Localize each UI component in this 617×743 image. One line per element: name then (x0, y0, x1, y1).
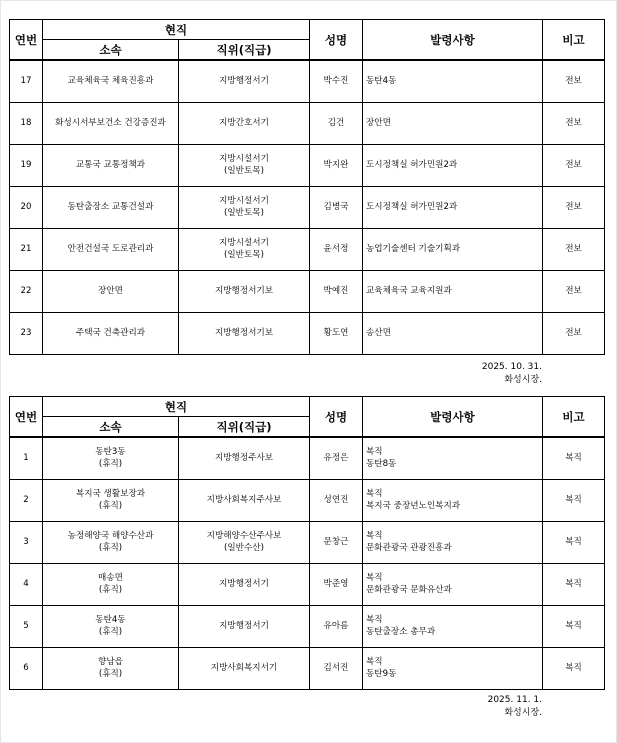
cell-line: 문화관광국 문화유산과 (366, 585, 452, 595)
cell-note: 복직 (543, 563, 605, 605)
cell-name: 김병국 (310, 186, 363, 228)
header-order: 발령사항 (363, 20, 543, 61)
cell-no: 21 (10, 228, 43, 270)
cell-order (363, 60, 543, 102)
cell-order (363, 437, 543, 479)
table-row (10, 60, 605, 102)
cell-no: 20 (10, 186, 43, 228)
table-row (10, 270, 605, 312)
cell-note: 복직 (543, 605, 605, 647)
cell-line: 지방간호서기 (219, 118, 269, 128)
header-position: 직위(직급) (179, 417, 310, 438)
cell-dept (43, 270, 179, 312)
cell-line: 동탄9동 (366, 669, 397, 679)
cell-line: 지방행정주사보 (214, 453, 274, 464)
cell-no: 6 (10, 647, 43, 689)
cell-dept (43, 102, 179, 144)
cell-line: 지방행정서기보 (214, 328, 274, 338)
cell-line: 문화관광국 관광진흥과 (366, 543, 452, 553)
table-row (10, 186, 605, 228)
cell-name: 박지완 (310, 144, 363, 186)
header-note: 비고 (543, 397, 605, 438)
table-row (10, 563, 605, 605)
cell-line: (일반토목) (224, 250, 264, 260)
cell-line: 도시정책실 허가민원2과 (366, 202, 458, 212)
cell-line: 복직 (366, 447, 383, 458)
cell-position (179, 60, 310, 102)
cell-line: 복직 (366, 489, 383, 499)
table-row (10, 312, 605, 354)
table-row (10, 479, 605, 521)
cell-line: 교육체육국 교육지원과 (366, 286, 452, 296)
cell-line: 지방행정서기 (219, 76, 269, 87)
cell-line: 지방행정서기보 (214, 286, 274, 296)
table-row (10, 144, 605, 186)
cell-position (179, 186, 310, 228)
cell-line: (일반토목) (224, 166, 264, 176)
cell-line: 농업기술센터 기술기획과 (366, 244, 461, 254)
header-current: 현직 (43, 20, 310, 40)
cell-dept (43, 563, 179, 605)
cell-line: 지방행정서기 (219, 621, 269, 631)
signer: 화성시장. (504, 708, 542, 718)
header-no: 연번 (10, 397, 43, 438)
cell-position (179, 605, 310, 647)
cell-order (363, 312, 543, 354)
cell-dept (43, 437, 179, 479)
cell-note: 전보 (543, 60, 605, 102)
cell-line: 매송면 (98, 573, 123, 583)
cell-line: 동탄3동 (95, 447, 126, 458)
cell-name: 황도연 (310, 312, 363, 354)
cell-line: 교통국 교통정책과 (75, 160, 146, 170)
cell-note: 전보 (543, 144, 605, 186)
cell-position (179, 437, 310, 479)
header-current: 현직 (43, 397, 310, 417)
cell-name: 유아름 (310, 605, 363, 647)
cell-line: 지방시설서기 (219, 238, 269, 248)
cell-line: 지방시설서기 (219, 196, 269, 206)
cell-name: 김서진 (310, 647, 363, 689)
cell-no: 3 (10, 521, 43, 563)
cell-note: 복직 (543, 647, 605, 689)
cell-name: 유정은 (310, 437, 363, 479)
cell-position (179, 102, 310, 144)
cell-line: 농정해양국 해양수산과 (67, 531, 154, 541)
cell-name: 문창근 (310, 521, 363, 563)
cell-note: 전보 (543, 312, 605, 354)
cell-position (179, 647, 310, 689)
cell-line: (휴직) (98, 627, 123, 637)
cell-order (363, 479, 543, 521)
cell-position (179, 563, 310, 605)
issue-date: 2025. 10. 31. (481, 362, 542, 372)
cell-name: 윤서정 (310, 228, 363, 270)
cell-dept (43, 144, 179, 186)
cell-no: 1 (10, 437, 43, 479)
cell-no: 5 (10, 605, 43, 647)
personnel-table-reinstatement (9, 396, 605, 690)
cell-name: 김건 (310, 102, 363, 144)
cell-line: (휴직) (98, 669, 123, 679)
header-no: 연번 (10, 20, 43, 61)
cell-dept (43, 60, 179, 102)
signature-block-2 (488, 694, 542, 720)
cell-name: 박예진 (310, 270, 363, 312)
signer: 화성시장. (504, 375, 542, 385)
cell-name: 박수진 (310, 60, 363, 102)
cell-dept (43, 312, 179, 354)
table-row (10, 437, 605, 479)
table-body (10, 437, 605, 689)
cell-line: 동탄4동 (95, 615, 126, 625)
table-row (10, 521, 605, 563)
cell-position (179, 479, 310, 521)
cell-order (363, 647, 543, 689)
cell-dept (43, 521, 179, 563)
cell-position (179, 144, 310, 186)
cell-order (363, 563, 543, 605)
cell-name: 성연진 (310, 479, 363, 521)
cell-line: 장안면 (98, 286, 123, 296)
cell-note: 복직 (543, 521, 605, 563)
issue-date: 2025. 11. 1. (487, 695, 542, 705)
cell-line: 동탄출장소 총무과 (366, 627, 436, 637)
cell-line: 안전건설국 도로관리과 (67, 244, 154, 254)
cell-no: 4 (10, 563, 43, 605)
cell-line: 향남읍 (98, 657, 123, 667)
cell-line: 교육체육국 체육진흥과 (67, 76, 154, 87)
cell-line: 복지국 생활보장과 (75, 489, 146, 499)
cell-note: 전보 (543, 270, 605, 312)
header-dept: 소속 (43, 417, 179, 438)
cell-line: (휴직) (98, 459, 123, 470)
cell-position (179, 228, 310, 270)
cell-note: 전보 (543, 102, 605, 144)
cell-no: 22 (10, 270, 43, 312)
cell-no: 23 (10, 312, 43, 354)
cell-name: 박준영 (310, 563, 363, 605)
cell-line: 동탄출장소 교통건설과 (67, 202, 154, 212)
cell-no: 19 (10, 144, 43, 186)
cell-line: 복직 (366, 573, 383, 583)
cell-position (179, 521, 310, 563)
cell-dept (43, 186, 179, 228)
cell-line: (휴직) (98, 585, 123, 595)
cell-order (363, 102, 543, 144)
header-dept: 소속 (43, 40, 179, 61)
cell-line: 송산면 (366, 328, 391, 338)
cell-line: 지방시설서기 (219, 154, 269, 164)
cell-order (363, 144, 543, 186)
cell-order (363, 228, 543, 270)
cell-order (363, 521, 543, 563)
header-order: 발령사항 (363, 397, 543, 438)
table-row (10, 647, 605, 689)
cell-order (363, 605, 543, 647)
cell-line: 복직 (366, 615, 383, 625)
cell-line: 화성시서부보건소 건강증진과 (55, 118, 166, 128)
cell-position (179, 270, 310, 312)
cell-order (363, 270, 543, 312)
personnel-table-transfer (9, 19, 605, 355)
cell-line: (휴직) (98, 501, 123, 511)
header-name: 성명 (310, 397, 363, 438)
cell-note: 복직 (543, 479, 605, 521)
cell-position (179, 312, 310, 354)
cell-line: 장안면 (366, 118, 391, 128)
signature-block-1 (482, 361, 542, 387)
cell-no: 2 (10, 479, 43, 521)
cell-line: 지방사회복지서기 (210, 663, 278, 673)
cell-line: 지방행정서기 (219, 579, 269, 589)
cell-line: 복직 (366, 531, 383, 541)
cell-line: (일반토목) (224, 208, 264, 218)
table-row (10, 102, 605, 144)
cell-dept (43, 228, 179, 270)
cell-dept (43, 647, 179, 689)
cell-order (363, 186, 543, 228)
cell-note: 전보 (543, 228, 605, 270)
cell-note: 전보 (543, 186, 605, 228)
cell-line: 동탄8동 (366, 459, 397, 470)
cell-line: (일반수산) (224, 543, 264, 553)
table-row (10, 605, 605, 647)
cell-line: 동탄4동 (366, 76, 397, 87)
cell-line: 주택국 건축관리과 (75, 328, 146, 338)
cell-no: 17 (10, 60, 43, 102)
cell-line: (휴직) (98, 543, 123, 553)
table-body (10, 60, 605, 354)
cell-no: 18 (10, 102, 43, 144)
table-row (10, 228, 605, 270)
cell-line: 복지국 중장년노인복지과 (366, 501, 461, 511)
cell-line: 지방사회복지주사보 (206, 495, 282, 505)
cell-line: 복직 (366, 657, 383, 667)
cell-line: 지방해양수산주사보 (206, 531, 282, 541)
cell-dept (43, 605, 179, 647)
header-position: 직위(직급) (179, 40, 310, 61)
cell-dept (43, 479, 179, 521)
cell-note: 복직 (543, 437, 605, 479)
header-note: 비고 (543, 20, 605, 61)
cell-line: 도시정책실 허가민원2과 (366, 160, 458, 170)
header-name: 성명 (310, 20, 363, 61)
